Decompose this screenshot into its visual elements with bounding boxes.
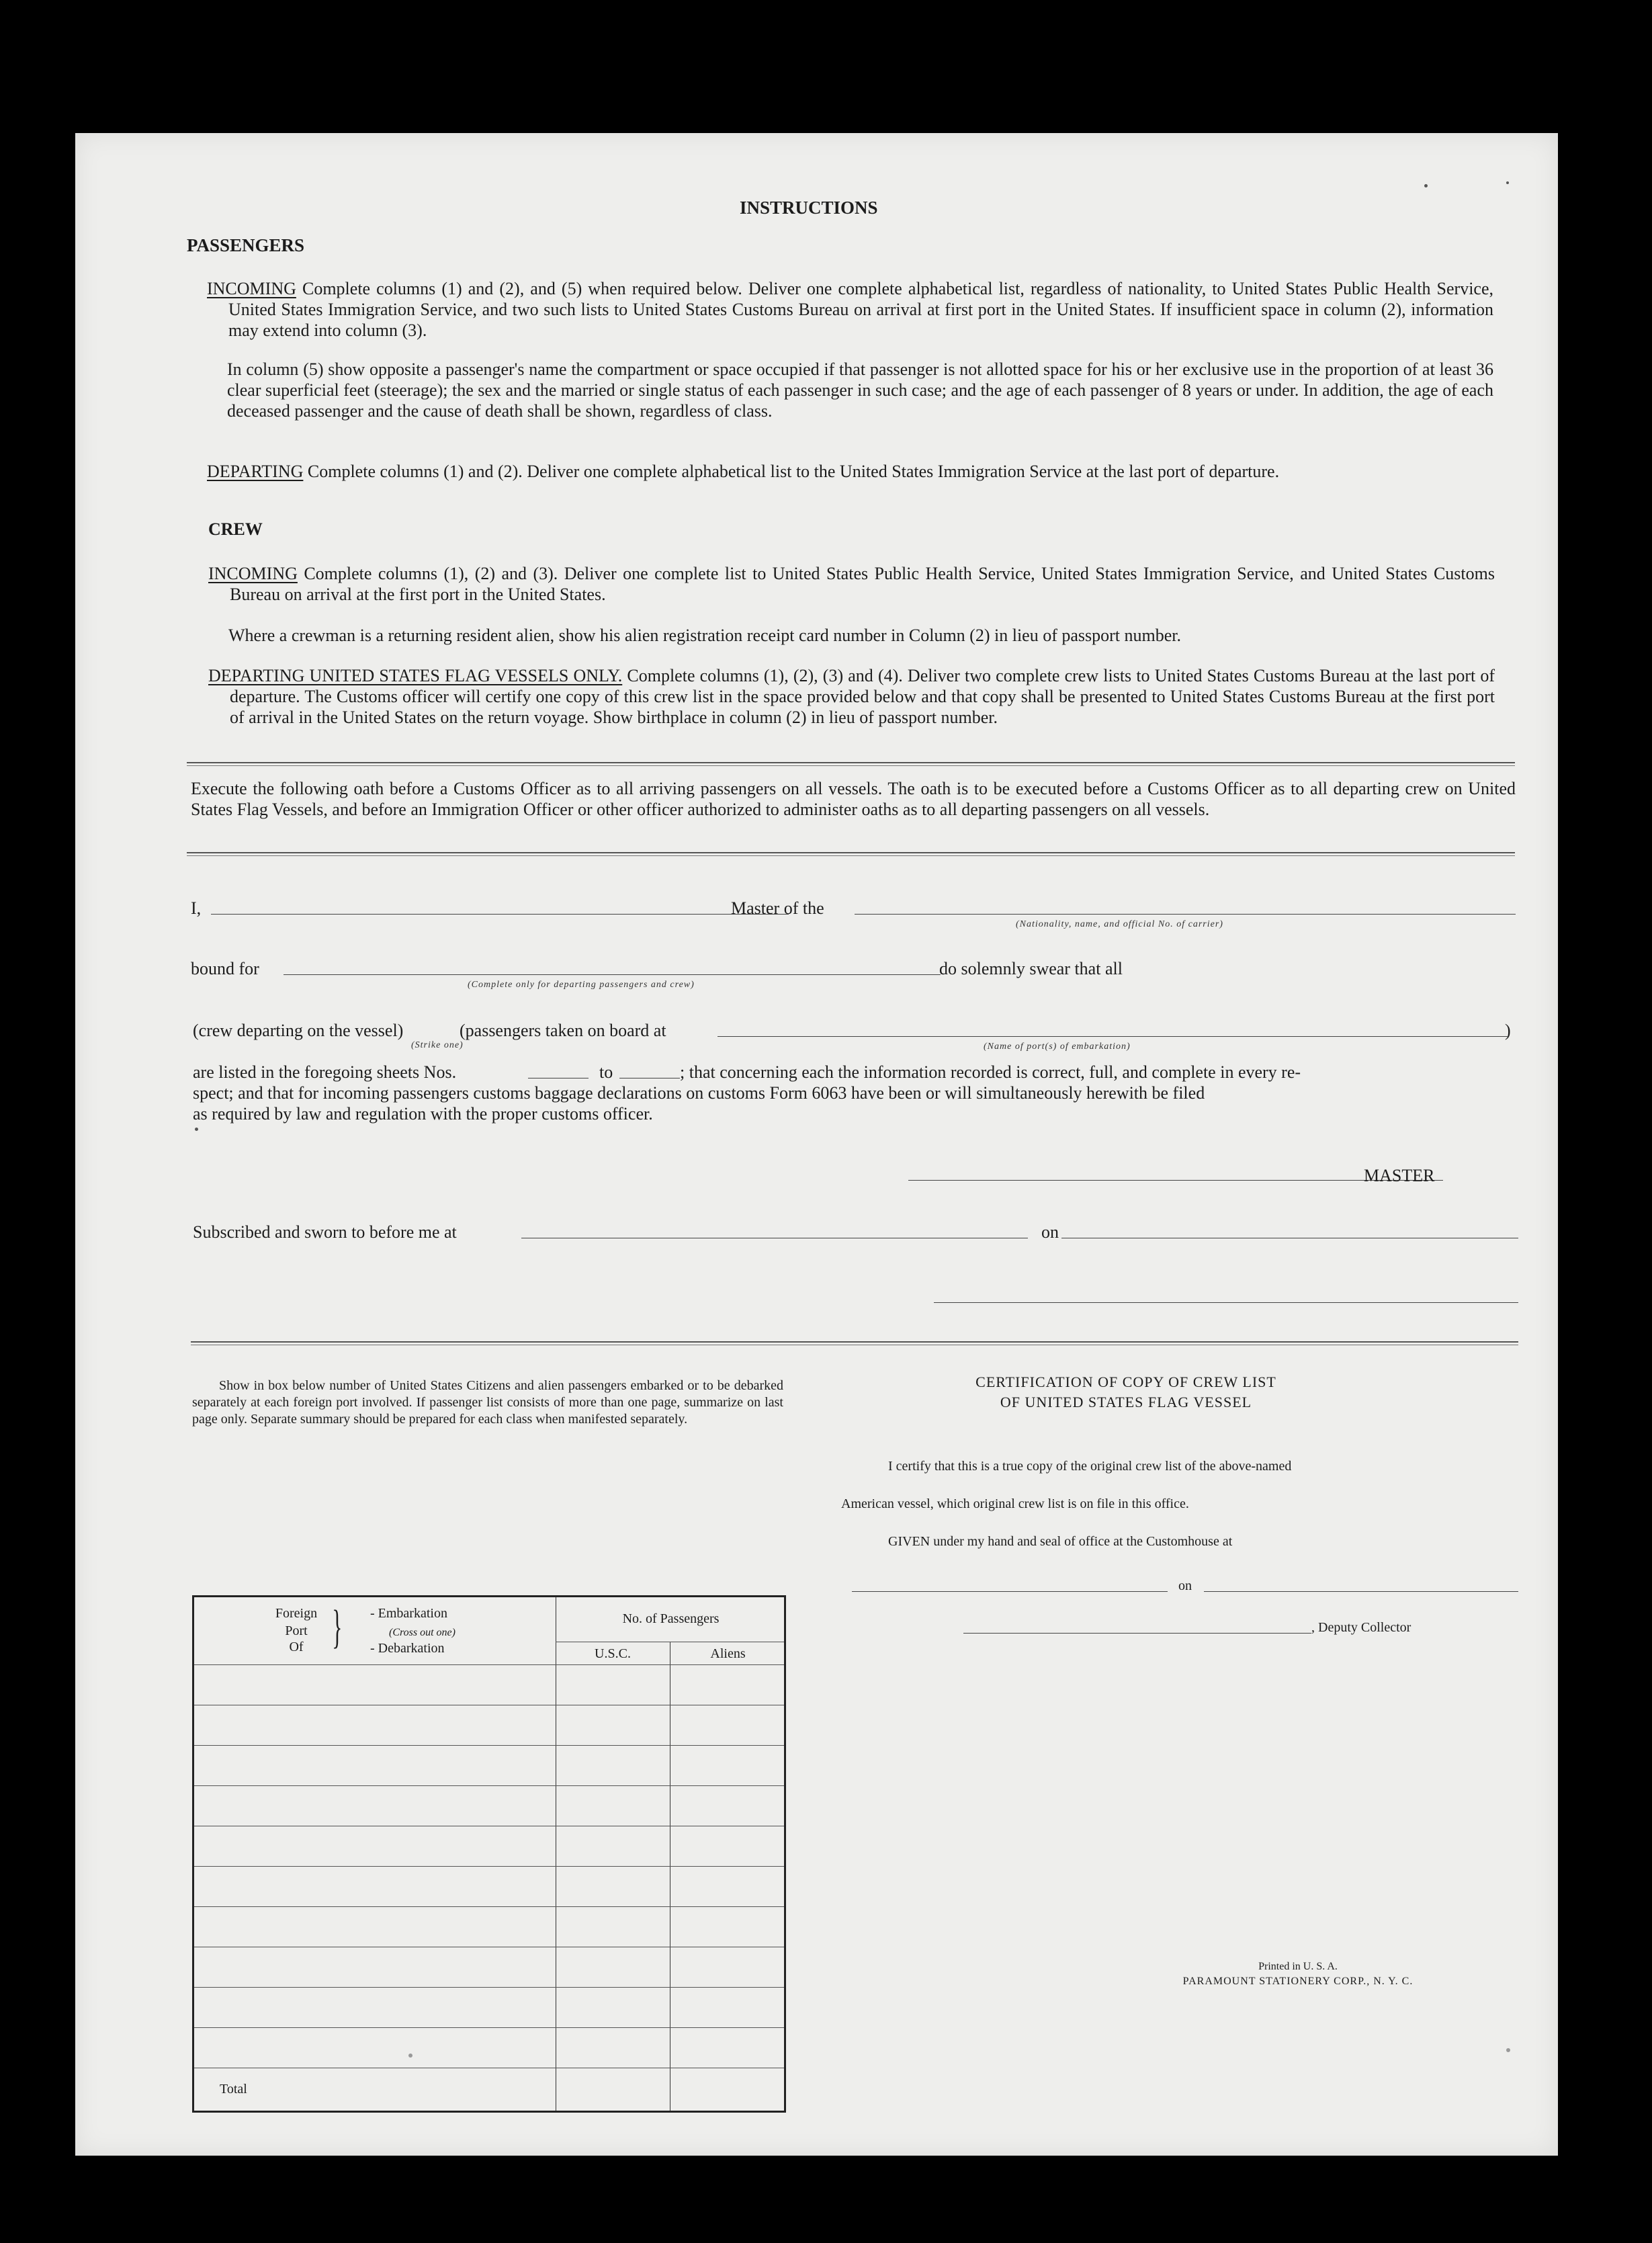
certification-title-1: CERTIFICATION OF COPY OF CREW LIST (975, 1373, 1276, 1390)
table-row-line (194, 1866, 784, 1867)
scan-speck (408, 2054, 412, 2058)
oath-i-label: I, (191, 898, 202, 918)
scan-speck (195, 1128, 198, 1131)
scan-speck (1506, 181, 1509, 184)
subscribed-label: Subscribed and sworn to before me at (193, 1222, 457, 1242)
officer-signature-line[interactable] (934, 1302, 1518, 1303)
flag-vessels-label: DEPARTING UNITED STATES FLAG VESSELS ONLY. (208, 666, 623, 685)
printer-name: PARAMOUNT STATIONERY CORP., N. Y. C. (1182, 1976, 1414, 1987)
crew-incoming-paragraph (208, 563, 1495, 605)
summary-note: Show in box below number of United States Citizens and alien passengers embarked or to be debarked separately at each foreign port involved. If passenger list consists of more than one page, summarize on last page only. Separate summary should be prepared for each class when manifested separately. (192, 1378, 783, 1427)
bound-for-label: bound for (191, 959, 259, 978)
scan-speck (1424, 184, 1428, 187)
certification-title-2: OF UNITED STATES FLAG VESSEL (1000, 1394, 1252, 1410)
crew-heading: CREW (208, 519, 263, 539)
bound-for-caption: (Complete only for departing passengers and crew) (468, 980, 695, 990)
listed-to-label: to (599, 1062, 613, 1082)
total-label: Total (220, 2082, 247, 2097)
embarkation-label: - Embarkation (370, 1606, 447, 1621)
table-row-line (194, 1745, 784, 1746)
certify-text-1: I certify that this is a true copy of the original crew list of the above-named (888, 1459, 1292, 1474)
passenger-summary-table (192, 1595, 786, 2113)
cross-out-label: (Cross out one) (389, 1627, 455, 1638)
deputy-collector-label: , Deputy Collector (1311, 1620, 1411, 1635)
certification-on-label: on (1178, 1578, 1192, 1593)
crew-incoming-label: INCOMING (208, 564, 298, 583)
divider-oath (187, 852, 1515, 856)
of-label: Of (289, 1640, 304, 1654)
form-page (75, 133, 1558, 2156)
divider-bottom (191, 1341, 1518, 1345)
passengers-taken-option: (passengers taken on board at (460, 1021, 666, 1040)
foreign-label: Foreign (275, 1606, 318, 1621)
swear-label: do solemnly swear that all (939, 959, 1123, 978)
master-label: MASTER (1364, 1166, 1435, 1185)
strike-one-caption: (Strike one) (411, 1040, 464, 1050)
carrier-line[interactable] (855, 914, 1516, 915)
flag-vessels-paragraph (208, 665, 1495, 728)
aliens-header: Aliens (710, 1646, 746, 1661)
crew-incoming-text: Complete columns (1), (2) and (3). Deliver one complete list to United States Public Health Service, United States Immigration Service, and United States Customs Bureau on arrival at the first port in the United States. (230, 564, 1495, 604)
sworn-on-label: on (1041, 1222, 1059, 1242)
crewman-paragraph: Where a crewman is a returning resident alien, show his alien registration receipt card number in Column (2) in lieu of passport number. (228, 626, 1182, 645)
carrier-caption: (Nationality, name, and official No. of carrier) (1016, 919, 1223, 929)
listed-text-line2: spect; and that for incoming passengers customs baggage declarations on customs Form 6063 have been or will simultaneously herewith be filed (193, 1083, 1205, 1103)
master-of-the-label: Master of the (731, 898, 824, 918)
bound-for-line[interactable] (284, 974, 941, 975)
deputy-signature-line[interactable] (963, 1633, 1311, 1634)
brace-icon: } (332, 1601, 343, 1653)
oath-intro: Execute the following oath before a Customs Officer as to all arriving passengers on all vessels. The oath is to be executed before a Customs Officer as to all departing crew on United States Flag Vessels, and before an Immigration Officer or other officer authorized to administer oaths as to all departing passengers on all vessels. (191, 779, 1516, 819)
close-paren: ) (1505, 1021, 1511, 1040)
listed-text-2: ; that concerning each the information recorded is correct, full, and complete in every re- (680, 1062, 1301, 1082)
flag-vessels-text: Complete columns (1), (2), (3) and (4). Deliver two complete crew lists to United States Customs Bureau at the last port of departure. The Customs officer will certify one copy of this crew list in the space provided below and that copy shall be presented to United States Customs Bureau at the first port of arrival in the United States on the return voyage. Show birthplace in column (2) in lieu of passport number. (230, 666, 1495, 727)
instructions-title: INSTRUCTIONS (740, 198, 878, 218)
departing-label: DEPARTING (207, 462, 304, 481)
printed-in-usa: Printed in U. S. A. (1258, 1961, 1338, 1972)
incoming-passengers-paragraph (207, 278, 1493, 341)
passengers-heading: PASSENGERS (187, 235, 305, 255)
no-passengers-header: No. of Passengers (622, 1611, 720, 1626)
ports-line[interactable] (718, 1036, 1508, 1037)
customhouse-line[interactable] (852, 1591, 1168, 1592)
divider-top (187, 762, 1515, 766)
given-text: GIVEN under my hand and seal of office at the Customhouse at (888, 1534, 1233, 1549)
usc-header: U.S.C. (595, 1646, 631, 1661)
debarkation-label: - Debarkation (370, 1641, 445, 1656)
incoming-text: Complete columns (1) and (2), and (5) when required below. Deliver one complete alphabetical list, regardless of nationality, to United States Public Health Service, United States Immigration Service, and two such lists to United States Customs Bureau on arrival at first port in the United States. If insufficient space in column (2), information may extend into column (3). (228, 279, 1494, 340)
listed-text-line3: as required by law and regulation with the proper customs officer. (193, 1104, 653, 1124)
listed-text-1: are listed in the foregoing sheets Nos. (193, 1062, 457, 1082)
ports-caption: (Name of port(s) of embarkation) (984, 1042, 1131, 1052)
master-name-line[interactable] (211, 914, 789, 915)
incoming-label: INCOMING (207, 279, 296, 298)
departing-passengers-paragraph (207, 461, 1493, 482)
table-header-line (194, 1664, 784, 1665)
table-row-line (194, 1906, 784, 1907)
port-label: Port (285, 1623, 308, 1638)
column5-paragraph: In column (5) show opposite a passenger's name the compartment or space occupied if that passenger is not allotted space for his or her exclusive use in the proportion of at least 36 clear superficial feet (steerage); the sex and the married or single status of each passenger in such case; and the age of each passenger of 8 years or under. In addition, the age of each deceased passenger and the cause of death shall be shown, regardless of class. (227, 359, 1493, 421)
table-row-line (194, 1785, 784, 1786)
certify-text-2: American vessel, which original crew list is on file in this office. (841, 1496, 1189, 1511)
departing-text: Complete columns (1) and (2). Deliver one complete alphabetical list to the United States Immigration Service at the last port of departure. (307, 462, 1280, 481)
master-signature-line[interactable] (908, 1180, 1443, 1181)
table-row-line (194, 1987, 784, 1988)
certification-date-line[interactable] (1204, 1591, 1518, 1592)
table-row-line (194, 2027, 784, 2028)
scan-speck (1506, 2048, 1510, 2052)
crew-departing-option: (crew departing on the vessel) (193, 1021, 404, 1040)
